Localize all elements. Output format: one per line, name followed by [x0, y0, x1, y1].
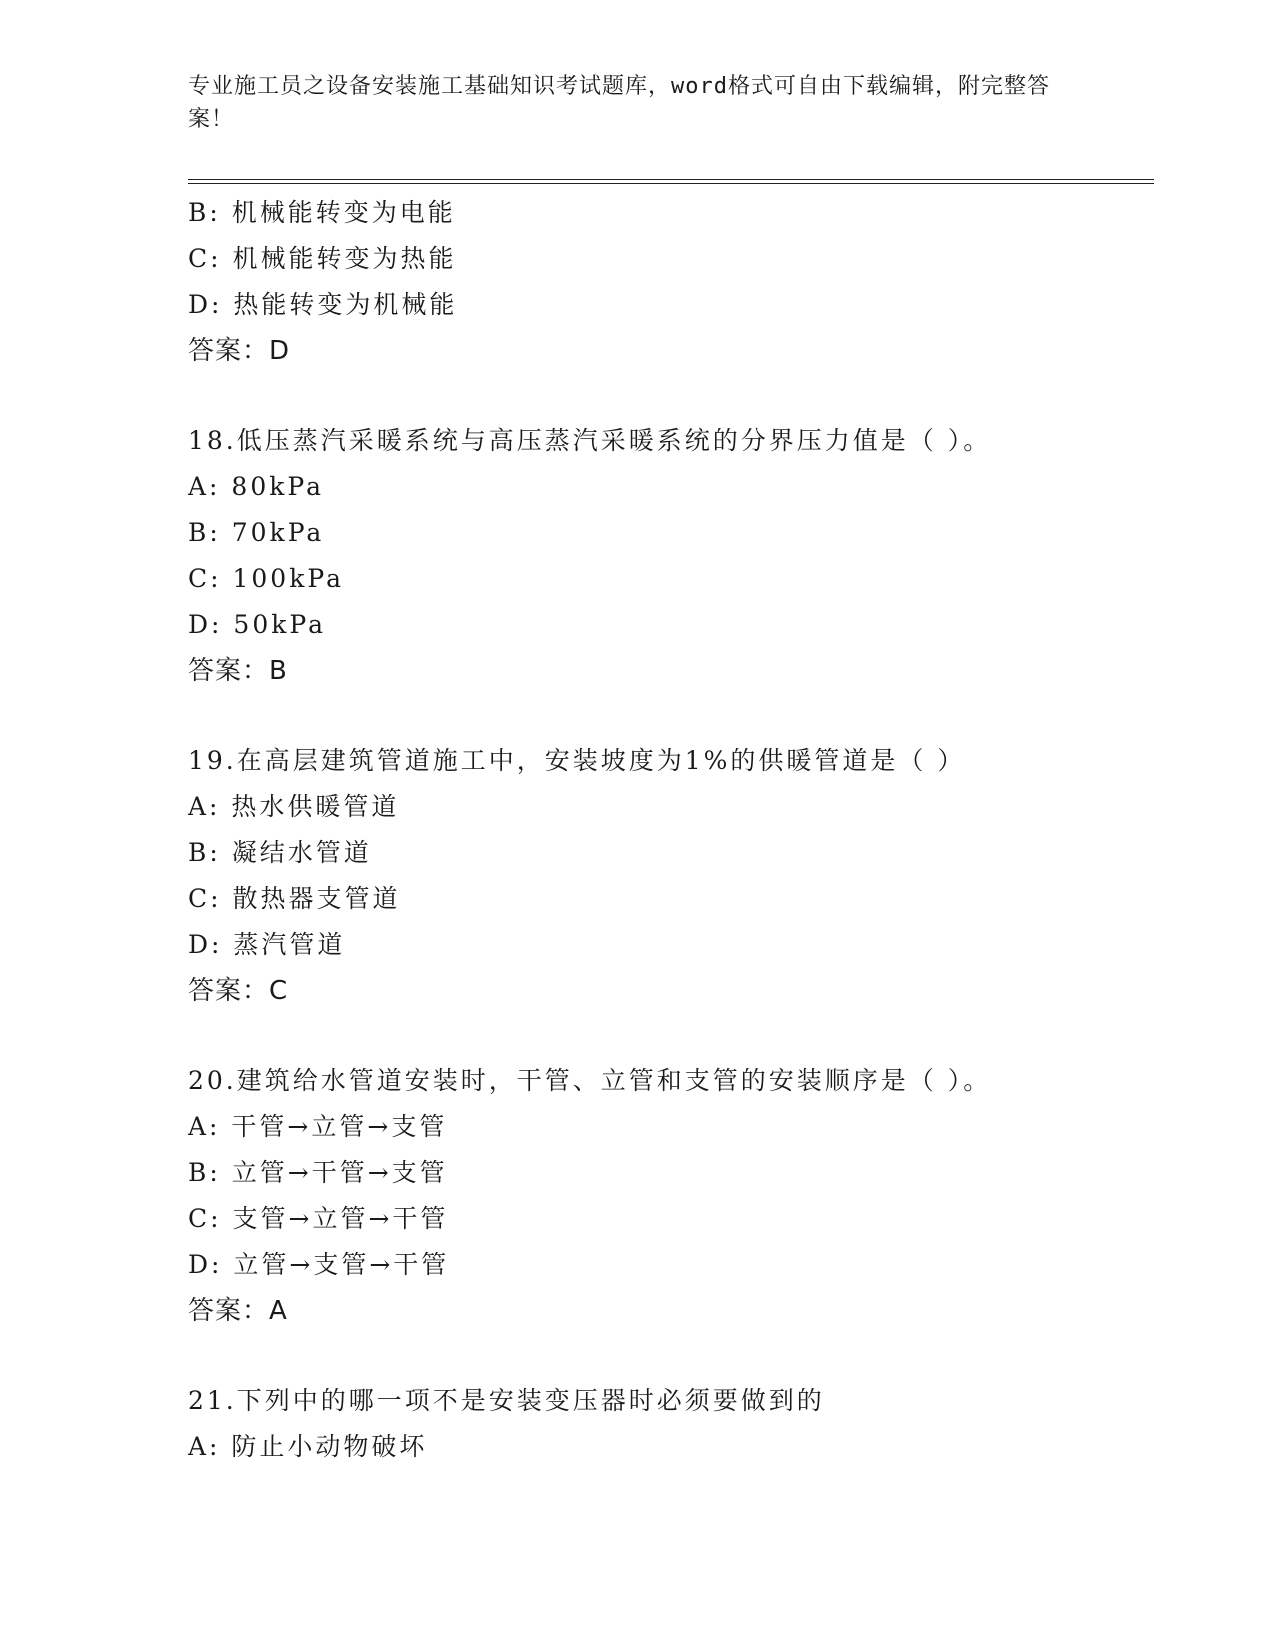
option-d: D: 蒸汽管道	[188, 930, 346, 959]
option-c: C: 机械能转变为热能	[188, 244, 457, 273]
question-stem: 20.建筑给水管道安装时，干管、立管和支管的安装顺序是（ ）。	[188, 1066, 992, 1095]
option-a: A: 干管→立管→支管	[188, 1112, 448, 1141]
question-19	[188, 738, 1154, 1014]
option-a: A: 热水供暖管道	[188, 792, 400, 821]
document-header: 专业施工员之设备安装施工基础知识考试题库，word格式可自由下载编辑，附完整答案！	[188, 74, 1050, 132]
option-b: B: 70kPa	[188, 518, 325, 547]
question-21	[188, 1378, 1154, 1470]
option-d: D: 热能转变为机械能	[188, 290, 458, 319]
question-18	[188, 418, 1154, 694]
option-c: C: 散热器支管道	[188, 884, 401, 913]
option-b: B: 凝结水管道	[188, 838, 372, 867]
option-c: C: 支管→立管→干管	[188, 1204, 449, 1233]
header-divider-bottom	[188, 183, 1154, 184]
answer-line: 答案：B	[188, 656, 288, 686]
option-c: C: 100kPa	[188, 564, 344, 593]
question-stem: 19.在高层建筑管道施工中，安装坡度为1%的供暖管道是（ ）	[188, 746, 966, 775]
answer-line: 答案：D	[188, 336, 291, 366]
option-d: D: 50kPa	[188, 610, 326, 639]
option-a: A: 80kPa	[188, 472, 324, 501]
question-stem: 18.低压蒸汽采暖系统与高压蒸汽采暖系统的分界压力值是（ ）。	[188, 426, 992, 455]
question-17-continued	[188, 190, 1154, 374]
answer-line: 答案：A	[188, 1296, 288, 1326]
header-divider-top	[188, 179, 1154, 180]
question-stem: 21.下列中的哪一项不是安装变压器时必须要做到的	[188, 1386, 825, 1415]
option-b: B: 机械能转变为电能	[188, 198, 456, 227]
question-list	[188, 190, 1154, 1470]
question-20	[188, 1058, 1154, 1334]
option-d: D: 立管→支管→干管	[188, 1250, 450, 1279]
option-a: A: 防止小动物破坏	[188, 1432, 428, 1461]
answer-line: 答案：C	[188, 976, 289, 1006]
option-b: B: 立管→干管→支管	[188, 1158, 448, 1187]
